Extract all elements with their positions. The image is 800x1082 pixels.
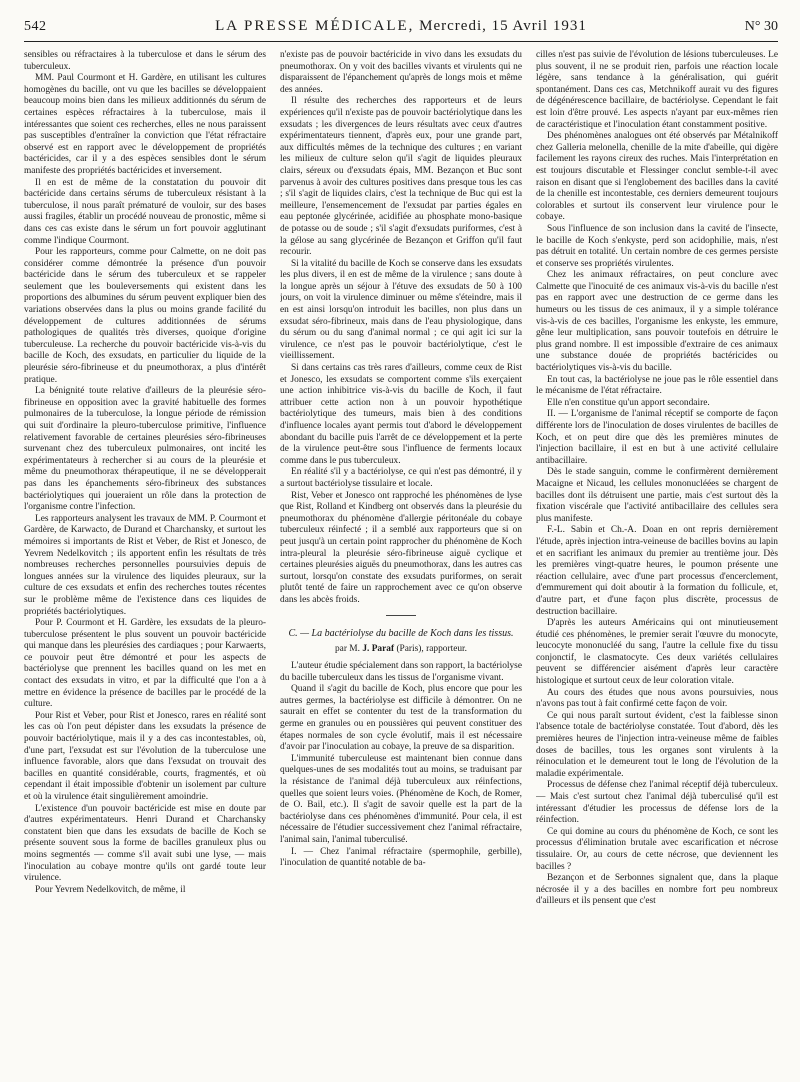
column-3 (536, 50, 778, 1070)
paragraph: En réalité s'il y a bactériolyse, ce qui n'est pas démontré, il y a surtout bactériolyse tissulaire et locale. (280, 467, 522, 489)
paragraph: Il en est de même de la constatation du pouvoir dit bactéricide dans certains sérums de tuberculeux résistant à la tuberculose, il nous paraît prématuré de vouloir, sur des bases aussi fragiles, établir un procédé nouveau de pronostic, même si dans ces cas existe dans le sérum un fort pouvoir agglutinant comme l'indique Courmont. (24, 177, 266, 246)
byline-author: J. Paraf (362, 643, 395, 654)
paragraph: Sous l'influence de son inclusion dans la cavité de l'insecte, le bacille de Koch s'enkyste, perd son acidophilie, mais, n'est pas détruit en totalité. Un certain nombre de ces germes persiste et conserve ses propriétés virulentes. (536, 223, 778, 269)
paragraph: Elle n'en constitue qu'un apport secondaire. (547, 397, 710, 408)
paragraph: Pour Rist et Veber, pour Rist et Jonesco, rares en réalité sont les cas où l'on peut dépister dans les exsudats la présence de pouvoir bactériolytique, mais il y a des cas incontestables, où, d'une part, l'exsudat est sur l'évolution de la tuberculose une influence favorable, alors que dans l'exsudat on trouvait des bacilles en quantité considérable, courts, fragmentés, et où cependant il était impossible d'obtenir un isolement par culture et où la virulence était singulièrement amoindrie. (24, 710, 266, 802)
publication-title: LA PRESSE MÉDICALE, (215, 18, 415, 34)
paragraph: Si dans certains cas très rares d'ailleurs, comme ceux de Rist et Jonesco, les exsudats se comportent comme s'ils exerçaient une action inhibitrice vis-à-vis du bacille de Koch, il faut attribuer cette action non à un pouvoir hypothétique bactériolytique des tumeurs, mais bien à des conditions d'influence locales ayant permis tout d'abord le développement abondant du bacille puis l'arrêt de ce développement et la perte de la virulence peut-être sous l'influence de ferments locaux comme dans le pus tuberculeux. (280, 363, 522, 466)
paragraph: F.-L. Sabin et Ch.-A. Doan en ont repris dernièrement l'étude, après injection intra-veineuse de bacilles bovins au lapin et en sacrifiant les animaux du premier au trentième jour. Dès les premières vingt-quatre heures, le poumon présente une réaction cellulaire, avec d'une part processus d'encerclement, d'emmurement qui doit aboutir à la formation du follicule, et, d'autre part, et d'une façon plus discrète, processus de destruction bacillaire. (536, 525, 778, 617)
masthead (94, 18, 708, 35)
paragraph: Pour P. Courmont et H. Gardère, les exsudats de la pleuro-tuberculose présentent le plus souvent un pouvoir bactéricide qui manque dans les pleurésies des cardiaques ; pour Karwaerts, ce pouvoir peut être démontré et pour les aspects de bactériolyse que prennent les bacilles quand on les met en contact des exsudats in vitro, et par la difficulté que l'on a à mettre en évidence la présence de bacilles par le procédé de la culture. (24, 618, 266, 710)
paragraph: Il résulte des recherches des rapporteurs et de leurs expériences qu'il n'existe pas de pouvoir bactériolytique dans les exsudats ; les divergences de leurs résultats avec ceux d'autres expérimentateurs tiennent, d'après eux, pour une grande part, aux difficultés mêmes de la technique des cultures ; en variant les milieux de culture selon qu'il s'agit de liquides pleuraux clairs, séreux ou d'exsudats épais, MM. Bezançon et Buc sont parvenus à avoir des cultures positives dans presque tous les cas ; s'il s'agit de liquides clairs, c'est la technique de Buc qui est la meilleure, l'ensemencement de l'exsudat par parties égales en eau peptonée glycérinée, acidifiée au phosphate mono-basique de potasse ou de soude ; s'il s'agit d'exsudats puriformes, c'est à la gélose au sang glycérinée de Bezançon et Griffon qu'il faut recourir. (280, 96, 522, 258)
paragraph: Ce qui domine au cours du phénomène de Koch, ce sont les processus d'élimination brutale avec escarification et nécrose tissulaire. Or, au cours de cette nécrose, que deviennent les bacilles ? (536, 826, 778, 872)
byline-suffix: (Paris), rapporteur. (396, 643, 467, 654)
paragraph: L'auteur étudie spécialement dans son rapport, la bactériolyse du bacille tuberculeux dans les tissus de l'organisme vivant. (280, 661, 522, 683)
text-columns (24, 50, 778, 1070)
paragraph: L'immunité tuberculeuse est maintenant bien connue dans quelques-unes de ses modalités tout au moins, se traduisant par la résistance de l'animal déjà tuberculeux aux réinfections, quelles que soient leurs voies. (Phénomène de Koch, de Romer, de O. Bail, etc.). Il s'agit de savoir quelle est la part de la bactériolyse dans ces phénomènes d'immunité. Pour cela, il est nécessaire de l'étudier successivement chez l'animal réfractaire, l'animal sain, l'animal tuberculisé. (280, 753, 522, 845)
paragraph: Ce qui nous paraît surtout évident, c'est la faiblesse sinon l'absence totale de bactériolyse constatée. Tout d'abord, dès les premières heures de l'injection intra-veineuse même de faibles doses de bacilles, tous les organes sont virulents à la réinoculation et le demeurent tout le long de l'évolution de la maladie expérimentale. (536, 710, 778, 779)
paragraph: D'après les auteurs Américains qui ont minutieusement étudié ces phénomènes, le premier serait l'œuvre du monocyte, leucocyte mononucléé du sang, l'autre la cellule fixe du tissu conjonctif, le clasmatocyte. Ces deux variétés cellulaires peuvent se différencier aisément d'après leur caractère histologique et surtout ceux de leur coloration vitale. (536, 618, 778, 687)
paragraph: Pour Yevrem Nedelkovitch, de même, il (35, 884, 186, 895)
paragraph: Les rapporteurs analysent les travaux de MM. P. Courmont et Gardère, de Karwacto, de Durand et Charchansky, et surtout les mémoires si importants de Rist et Veber, de Rist et Jonesco, de Yevrem Nedelkovitch ; ils apportent enfin les résultats de très nombreuses recherches personnelles poursuivies depuis de longues années sur la virulence des liquides pleuraux, sur la culture de ces exsudats et enfin des recherches toutes récentes sur le problème même de l'existence dans ces liquides de propriétés bactériolytiques. (24, 513, 266, 617)
paragraph: cilles n'est pas suivie de l'évolution de lésions tuberculeuses. Le plus souvent, il ne se produit rien, parfois une réaction locale légère, sans tendance à la généralisation, qui guérit spontanément. Dans ces cas, Metchnikoff aurait vu des figures de dégénérescence bacillaire, de bactériolyse. Cependant le fait est loin d'être prouvé. Les aspects n'ayant par eux-mêmes rien de caractéristique et l'inoculation étant constamment positive. (536, 50, 778, 130)
paragraph: Dès le stade sanguin, comme le confirmèrent dernièrement Macaigne et Nicaud, les cellules mononucléées se chargent de bacilles dont ils détruisent une partie, mais c'est surtout dès la fixation viscérale que l'activité antibacillaire des cellules sera plus manifeste. (536, 467, 778, 524)
section-byline (280, 644, 522, 656)
page-number: 542 (24, 19, 47, 34)
paragraph: Si la vitalité du bacille de Koch se conserve dans les exsudats les plus divers, il en est de même de la virulence ; sans doute à la longue après un séjour à l'étuve des exsudats de 50 à 100 jours, on voit la virulence diminuer ou même s'éteindre, mais il en est ainsi lorsqu'on introduit les bacilles, non plus dans un exsudat séro-fibrineux, mais dans de l'eau physiologique, dans du sérum ou du sang d'animal normal ; ce qui agit ici sur la virulence, ce n'est pas le pouvoir bactériolytique, c'est le vieillissement. (280, 258, 522, 362)
paragraph: Bezançon et de Serbonnes signalent que, dans la plaque nécrosée il y a des bacilles en nombre fort peu nombreux d'ailleurs et ils pensent que c'est (536, 873, 778, 907)
paragraph: La bénignité toute relative d'ailleurs de la pleurésie séro-fibrineuse en opposition avec la gravité habituelle des formes pulmonaires de la tuberculose, la longue période de rémission qui suit d'ordinaire la pleuro-tuberculose primitive, l'influence relativement favorable de certaines pleurésies séro-fibrineuses survenant chez des tuberculeux pulmonaires, ont incité les expérimentateurs à rechercher si au cours de la pleurésie et même du pneumothorax thérapeutique, il ne se développerait pas dans les épanchements séro-fibrineux des substances bactériolytiques qui joueraient un rôle dans la protection de l'organisme contre l'infection. (24, 386, 266, 513)
paragraph: Chez les animaux réfractaires, on peut conclure avec Calmette que l'inocuité de ces animaux vis-à-vis du bacille n'est pas en rapport avec une destruction de ce germe dans les humeurs ou les tissus de ces animaux, il y a simple tolérance vis-à-vis de ces bacilles, l'organisme les enkyste, les emmure, gêne leur multiplication, sans pouvoir toutefois en détruire le plus grand nombre. Il est impossible d'extraire de ces animaux une substance douée de propriétés bactéricides ou bactériolytiques vis-à-vis du bacille. (536, 270, 778, 374)
issue-date: Mercredi, 15 Avril 1931 (419, 18, 587, 34)
paragraph: Des phénomènes analogues ont été observés par Métalnikoff chez Galleria melonella, chenille de la mite d'abeille, qui digère facilement les rayons cireux des ruches. Mais l'interprétation en est toujours discutable et Flessinger conclut semble-t-il avec raison en disant que si l'englobement des bacilles dans la cavité de la chenille est incontestable, ces derniers demeurent toujours colorables et surtout ils conservent leur virulence pour le cobaye. (536, 131, 778, 223)
issue-number: N° 30 (744, 19, 778, 34)
paragraph: Au cours des études que nous avons poursuivies, nous n'avons pas tout à fait confirmé cette façon de voir. (536, 687, 778, 710)
paragraph: Pour les rapporteurs, comme pour Calmette, on ne doit pas considérer comme démontrée la présence d'un pouvoir bactéricide dans le sérum des tuberculeux et se rappeler seulement que les bouleversements qui existent dans les proportions des albumines du sérum peuvent expliquer bien des variations observées dans la plus ou moins grande facilité du développement de cultures additionnées de sérums pathologiques de qualités très diverses, quoique d'origine tuberculeuse. La recherche du pouvoir bactéricide vis-à-vis du bacille de Koch, des exsudats, en particulier du liquide de la pleurésie séro-fibrineuse et du pneumothorax, a plus d'intérêt pratique. (24, 247, 266, 385)
section-divider (386, 615, 416, 616)
paragraph: En tout cas, la bactériolyse ne joue pas le rôle essentiel dans le mécanisme de l'état réfractaire. (536, 374, 778, 397)
page-header (24, 18, 778, 42)
paragraph: Quand il s'agit du bacille de Koch, plus encore que pour les autres germes, la bactériolyse est difficile à démontrer. On ne saurait en effet se contenter du test de la transformation du germe en granules ou en poussières qui peuvent constituer des étapes normales de son cycle évolutif, mais il est nécessaire d'avoir par l'inoculation au cobaye, la preuve de sa disparition. (280, 684, 522, 753)
paragraph: L'existence d'un pouvoir bactéricide est mise en doute par d'autres expérimentateurs. Henri Durand et Charchansky constatent bien que dans les exsudats de bacille de Koch se présente souvent sous la forme de bacilles granuleux plus ou moins segmentés — comme s'il avait subi une lyse, — mais l'inoculation au cobaye montre qu'ils ont gardé toute leur virulence. (24, 803, 266, 884)
paragraph: II. — L'organisme de l'animal réceptif se comporte de façon différente lors de l'inoculation de doses virulentes de bacilles de Koch, et on peut dire que dès les premières minutes de l'injection bacillaire, il est en but à une activité cellulaire antibacillaire. (536, 409, 778, 466)
paragraph: I. — Chez l'animal réfractaire (spermophile, gerbille), l'inoculation de quantité notable de ba- (280, 846, 522, 869)
paragraph: Rist, Veber et Jonesco ont rapproché les phénomènes de lyse que Rist, Rolland et Kindberg ont observés dans la pleurésie du pneumothorax du phénomène d'allergie péritonéale du cobaye tuberculeux réinfecté ; il a semblé aux rapporteurs que si on peut jusqu'à un certain point rapprocher du phénomène de Koch intra-pleural la pleurésie séro-fibrineuse aiguë cyclique et certaines pleurésies aiguës du pneumothorax, dans les autres cas surtout, lorsqu'on constate des exsudats puriformes, on serait plutôt tenté de faire un rapprochement avec ce qu'on observe dans les abcès froids. (280, 490, 522, 605)
paragraph: MM. Paul Courmont et H. Gardère, en utilisant les cultures homogènes du bacille, ont vu que les bacilles se développaient beaucoup moins bien dans les milieux additionnés du sérum de certaines espèces réfractaires à la tuberculose, mais il intéressantes que soient ces recherches, elles ne nous paraissent pas susceptibles d'entraîner la conviction que l'état réfractaire observé est en rapport avec le développement de propriétés bactéricides, car il y a des espèces sensibles dont le sérum manifeste des propriétés bactéricides et inversement. (24, 73, 266, 176)
section-heading: C. — La bactériolyse du bacille de Koch dans les tissus. (288, 627, 514, 639)
paragraph: sensibles ou réfractaires à la tuberculose et dans le sérum des tuberculeux. (24, 50, 266, 72)
column-1 (24, 50, 266, 1070)
byline-prefix: par M. (334, 643, 360, 654)
paragraph: Processus de défense chez l'animal réceptif déjà tuberculeux. — Mais c'est surtout chez l'animal déjà tuberculisé qu'il est intéressant d'étudier les processus de défense lors de la réinfection. (536, 780, 778, 826)
column-2 (280, 50, 522, 1070)
paragraph: n'existe pas de pouvoir bactéricide in vivo dans les exsudats du pneumothorax. On y voit des bacilles vivants et virulents qui ne disparaissent de l'épanchement qu'après de longs mois et même des années. (280, 50, 522, 95)
